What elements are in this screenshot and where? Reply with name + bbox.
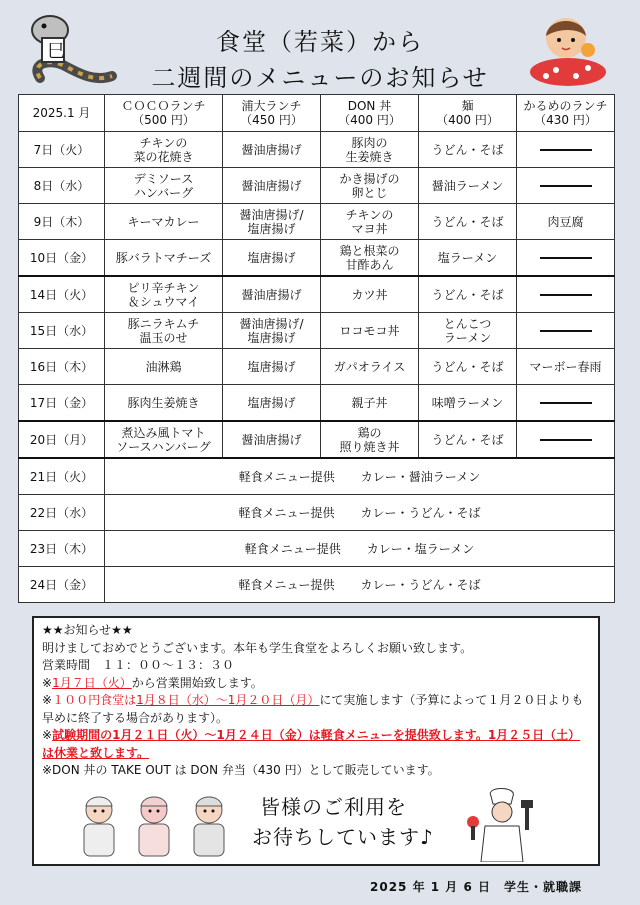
menu-item-text: 甘酢あん: [345, 257, 394, 272]
menu-item-text: 塩唐揚げ: [247, 250, 296, 265]
not-available-dash: [540, 149, 592, 151]
menu-item-text: カツ丼: [351, 287, 388, 302]
column-price: （430 円）: [534, 113, 597, 127]
welcome-banner: [70, 784, 548, 862]
menu-item-text: ラーメン: [443, 330, 492, 345]
menu-item-text: 醤油ラーメン: [431, 178, 504, 193]
menu-cell-don: [321, 276, 419, 313]
date-cell: 10日（金）: [19, 240, 105, 277]
not-available-dash: [540, 294, 592, 296]
not-available-dash: [540, 330, 592, 332]
notice-100yen-title: １００円食堂は: [52, 693, 137, 707]
welcome-message: [252, 792, 434, 852]
menu-cell-men: [419, 349, 517, 385]
menu-item-text: 塩唐揚げ: [247, 359, 296, 374]
table-row: [19, 313, 615, 349]
menu-item-text: 肉豆腐: [547, 214, 584, 229]
notice-exam-text2: は軽食メニューを提供致します。: [308, 728, 488, 742]
notice-heading: ★★お知らせ★★: [42, 623, 133, 637]
menu-item-text: ＆シュウマイ: [127, 294, 200, 309]
header: [0, 0, 640, 95]
light-menu-items: カレー・醤油ラーメン: [360, 469, 481, 484]
notice-exam: [42, 727, 590, 762]
table-row: [19, 385, 615, 422]
light-menu-label: 軽食メニュー提供: [244, 541, 341, 556]
light-menu-label: 軽食メニュー提供: [238, 469, 335, 484]
notice-exam-dates: 1月２１日（火）～1月２４日（金）: [112, 728, 309, 742]
table-row: [19, 567, 615, 603]
menu-item-text: 温玉のせ: [139, 330, 188, 345]
menu-item-text: 味噌ラーメン: [431, 395, 504, 410]
menu-body: [19, 132, 615, 603]
notice-100yen-dates: 1月８日（水）～1月２０日（月）: [136, 693, 320, 707]
menu-item-text: 塩唐揚げ: [247, 221, 296, 236]
table-row: [19, 349, 615, 385]
menu-item-text: チキンの: [345, 207, 394, 222]
girl-in-kotatsu-icon: [518, 8, 618, 90]
table-row: [19, 204, 615, 240]
date-cell: 23日（木）: [19, 531, 105, 567]
menu-item-text: ピリ辛チキン: [127, 280, 200, 295]
table-row: [19, 132, 615, 168]
menu-item-text: ハンバーグ: [133, 185, 194, 200]
footer-date: 2025 年 1 月 6 日 学生・就職課: [370, 880, 582, 894]
menu-cell-karume: [517, 421, 615, 458]
menu-cell-ura: [223, 349, 321, 385]
menu-item-text: うどん・そば: [431, 432, 504, 447]
menu-item-text: 豚肉の: [351, 135, 388, 150]
menu-cell-karume: [517, 276, 615, 313]
column-header-don: [321, 95, 419, 132]
menu-cell-ura: [223, 276, 321, 313]
menu-item-text: 豚バラトマチーズ: [115, 250, 212, 265]
menu-cell-men: [419, 204, 517, 240]
menu-item-text: 醤油唐揚げ/: [239, 316, 304, 331]
notice-start: [42, 675, 590, 693]
menu-cell-coco: [105, 132, 223, 168]
notice-mark: ※: [42, 675, 53, 690]
menu-item-text: うどん・そば: [431, 287, 504, 302]
column-name: 浦大ランチ: [241, 99, 302, 113]
menu-item-text: とんこつ: [443, 316, 492, 331]
menu-item-text: 醤油唐揚げ: [241, 178, 302, 193]
column-name: DON 丼: [347, 99, 392, 113]
notice-start-date: 1月７日（火）: [52, 675, 132, 690]
column-name: かるめのランチ: [523, 99, 608, 113]
menu-cell-coco: [105, 385, 223, 422]
menu-cell-don: [321, 204, 419, 240]
menu-cell-don: [321, 421, 419, 458]
table-row: [19, 531, 615, 567]
date-cell: 8日（水）: [19, 168, 105, 204]
menu-cell-coco: [105, 204, 223, 240]
table-row: [19, 168, 615, 204]
menu-cell-karume: [517, 204, 615, 240]
menu-item-text: 親子丼: [351, 395, 388, 410]
menu-cell-coco: [105, 240, 223, 277]
chef-icon: [465, 786, 545, 862]
menu-item-text: 油淋鶏: [145, 359, 182, 374]
column-header-men: [419, 95, 517, 132]
menu-cell-karume: [517, 385, 615, 422]
table-row: [19, 240, 615, 277]
menu-cell-coco: [105, 313, 223, 349]
column-price: （450 円）: [240, 113, 303, 127]
menu-cell-don: [321, 349, 419, 385]
menu-item-text: 豚ニラキムチ: [127, 316, 200, 331]
menu-cell-ura: [223, 132, 321, 168]
not-available-dash: [540, 257, 592, 259]
menu-item-text: チキンの: [139, 135, 188, 150]
notice-start-text: から営業開始致します。: [131, 675, 263, 690]
date-cell: 22日（水）: [19, 495, 105, 531]
date-cell: 20日（月）: [19, 421, 105, 458]
menu-cell-men: [419, 276, 517, 313]
date-cell: 21日（火）: [19, 458, 105, 495]
date-cell: 17日（金）: [19, 385, 105, 422]
menu-cell-don: [321, 385, 419, 422]
menu-cell-karume: [517, 240, 615, 277]
svg-text:巳: 巳: [47, 41, 65, 62]
menu-cell-ura: [223, 240, 321, 277]
menu-item-text: ガパオライス: [333, 359, 406, 374]
menu-cell-ura: [223, 421, 321, 458]
welcome-line2: お待ちしています♪: [252, 825, 434, 849]
menu-item-text: 照り焼き丼: [339, 439, 400, 454]
menu-item-text: 塩ラーメン: [437, 250, 498, 265]
menu-item-text: 鶏と根菜の: [339, 243, 400, 258]
menu-cell-don: [321, 168, 419, 204]
notice-100yen-text: にて実施します（予算によって１月２０日よりも早めに終了する場合があります）。: [42, 693, 584, 725]
menu-item-text: デミソース: [133, 171, 194, 186]
menu-item-text: 醤油唐揚げ/: [239, 207, 304, 222]
light-menu-cell: [105, 458, 615, 495]
column-price: （400 円）: [338, 113, 401, 127]
menu-item-text: ロコモコ丼: [339, 323, 400, 338]
column-name: 麺: [461, 99, 474, 113]
date-cell: 15日（水）: [19, 313, 105, 349]
welcome-line1: 皆様のご利用を: [260, 795, 407, 819]
notice-greeting: 明けましておめでとうございます。本年も学生食堂をよろしくお願い致します。: [42, 640, 473, 655]
menu-cell-ura: [223, 204, 321, 240]
column-price: （400 円）: [436, 113, 499, 127]
menu-cell-karume: [517, 313, 615, 349]
date-cell: 16日（木）: [19, 349, 105, 385]
menu-cell-men: [419, 313, 517, 349]
not-available-dash: [540, 185, 592, 187]
menu-table: [18, 94, 615, 603]
date-cell: 9日（木）: [19, 204, 105, 240]
light-menu-items: カレー・塩ラーメン: [366, 541, 475, 556]
menu-item-text: マーボー春雨: [529, 359, 602, 374]
menu-item-text: 塩唐揚げ: [247, 330, 296, 345]
notice-exam-text1: 試験期間の: [52, 728, 113, 742]
menu-item-text: 菜の花焼き: [133, 149, 194, 164]
menu-cell-men: [419, 132, 517, 168]
notice-100yen: [42, 692, 590, 727]
menu-item-text: 煮込み風トマト: [121, 425, 206, 440]
table-row: [19, 458, 615, 495]
table-row: [19, 276, 615, 313]
menu-cell-ura: [223, 168, 321, 204]
notice-exam-text3: 1月２５日（土）は休業と致します。: [42, 728, 581, 760]
menu-cell-men: [419, 168, 517, 204]
menu-item-text: 醤油唐揚げ: [241, 142, 302, 157]
menu-item-text: マヨ丼: [351, 221, 388, 236]
notice-mark: ※: [42, 693, 53, 707]
menu-cell-ura: [223, 385, 321, 422]
menu-cell-don: [321, 240, 419, 277]
menu-item-text: 醤油唐揚げ: [241, 287, 302, 302]
menu-item-text: うどん・そば: [431, 142, 504, 157]
date-cell: 7日（火）: [19, 132, 105, 168]
menu-cell-coco: [105, 421, 223, 458]
light-menu-items: カレー・うどん・そば: [360, 505, 481, 520]
menu-cell-karume: [517, 132, 615, 168]
menu-item-text: うどん・そば: [431, 214, 504, 229]
light-menu-items: カレー・うどん・そば: [360, 577, 481, 592]
notice-takeout: ※DON 丼の TAKE OUT は DON 弁当（430 円）として販売しています。: [42, 763, 440, 777]
menu-item-text: 鶏の: [357, 425, 382, 440]
menu-cell-men: [419, 240, 517, 277]
column-header-coco: [105, 95, 223, 132]
month-header: 2025.1 月: [19, 95, 105, 132]
table-row: [19, 495, 615, 531]
not-available-dash: [540, 402, 592, 404]
menu-item-text: 塩唐揚げ: [247, 395, 296, 410]
column-name: ＣＯＣＯランチ: [121, 99, 206, 113]
menu-item-text: 醤油唐揚げ: [241, 432, 302, 447]
light-menu-label: 軽食メニュー提供: [238, 577, 335, 592]
menu-item-text: 豚肉生姜焼き: [127, 395, 200, 410]
light-menu-cell: [105, 567, 615, 603]
menu-cell-karume: [517, 168, 615, 204]
menu-cell-don: [321, 313, 419, 349]
menu-item-text: ソースハンバーグ: [116, 439, 211, 454]
menu-item-text: かき揚げの: [339, 171, 400, 186]
notice-hours: 営業時間 １１：００～１３：３０: [42, 658, 235, 672]
snake-mascot-icon: [20, 8, 120, 90]
menu-item-text: うどん・そば: [431, 359, 504, 374]
menu-item-text: 卵とじ: [351, 185, 388, 200]
page-title-line2: 二週間のメニューのお知らせ: [151, 64, 489, 92]
menu-cell-coco: [105, 276, 223, 313]
notice-mark: ※: [42, 728, 53, 742]
menu-cell-ura: [223, 313, 321, 349]
menu-cell-men: [419, 385, 517, 422]
page-title-line1: 食堂（若菜）から: [216, 28, 424, 56]
menu-cell-karume: [517, 349, 615, 385]
cafeteria-staff-icon: [74, 790, 234, 858]
column-header-karume: [517, 95, 615, 132]
column-header-ura: [223, 95, 321, 132]
date-cell: 14日（火）: [19, 276, 105, 313]
table-header-row: [19, 95, 615, 132]
menu-cell-men: [419, 421, 517, 458]
light-menu-cell: [105, 495, 615, 531]
column-price: （500 円）: [132, 113, 195, 127]
not-available-dash: [540, 439, 592, 441]
table-row: [19, 421, 615, 458]
light-menu-label: 軽食メニュー提供: [238, 505, 335, 520]
menu-item-text: キーマカレー: [127, 214, 200, 229]
menu-cell-coco: [105, 168, 223, 204]
menu-item-text: 生姜焼き: [345, 149, 394, 164]
menu-cell-coco: [105, 349, 223, 385]
date-cell: 24日（金）: [19, 567, 105, 603]
menu-cell-don: [321, 132, 419, 168]
light-menu-cell: [105, 531, 615, 567]
